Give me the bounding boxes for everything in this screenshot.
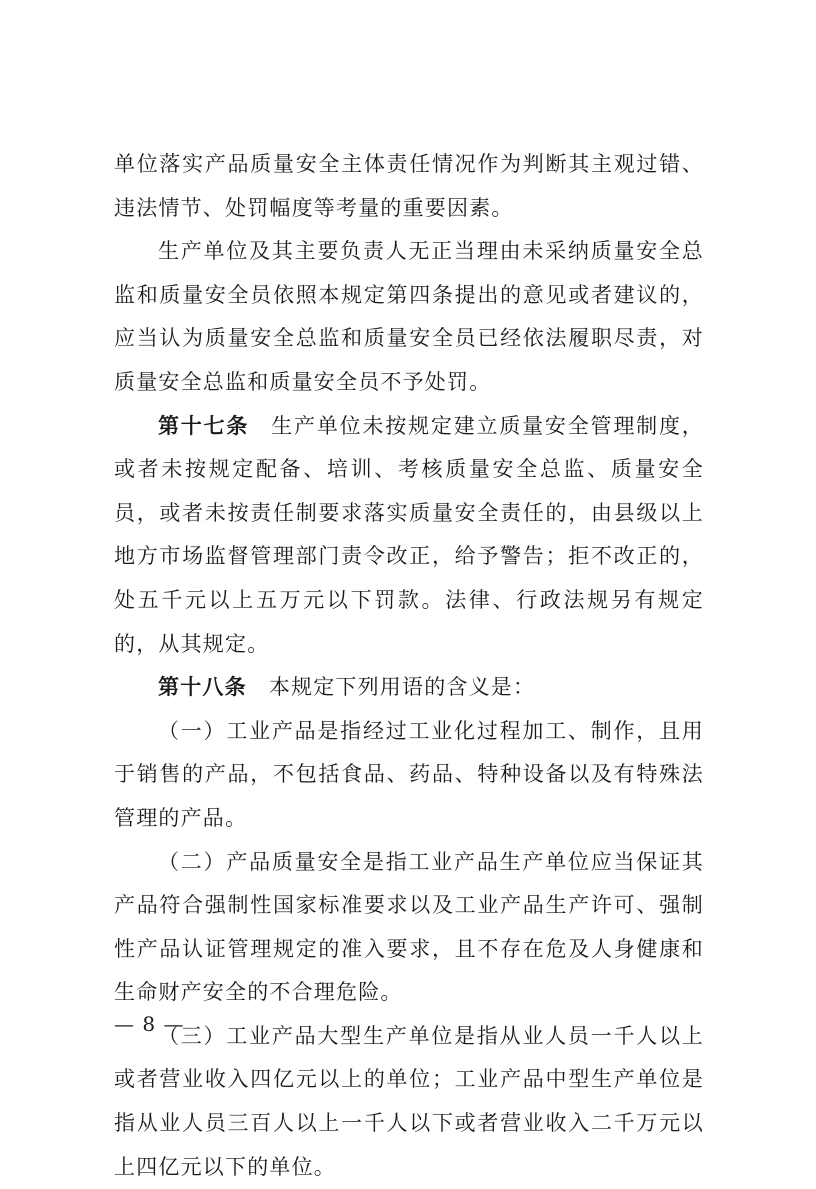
definition-item-1: [114, 710, 704, 841]
article-18: [114, 666, 704, 710]
paragraph: [114, 143, 704, 230]
article-heading: 第十八条: [158, 675, 247, 700]
paragraph-text: （三）工业产品大型生产单位是指从业人员一千人以上或者营业收入四亿元以上的单位；工业产品中型生产单位是指从业人员三百人以上一千人以下或者营业收入二千万元以上四亿元以下的单位。: [114, 1023, 704, 1179]
article-heading: 第十七条: [158, 413, 250, 438]
definition-item-2: [114, 841, 704, 1015]
paragraph-text: 单位落实产品质量安全主体责任情况作为判断其主观过错、违法情节、处罚幅度等考量的重要因素。: [114, 152, 704, 220]
definition-item-3: [114, 1015, 704, 1189]
article-17: [114, 405, 704, 667]
paragraph: [114, 230, 704, 404]
paragraph-text: 生产单位及其主要负责人无正当理由未采纳质量安全总监和质量安全员依照本规定第四条提出的意见或者建议的，应当认为质量安全总监和质量安全员已经依法履职尽责，对质量安全总监和质量安全员不予处罚。: [114, 239, 704, 394]
paragraph-text: （一）工业产品是指经过工业化过程加工、制作，且用于销售的产品，不包括食品、药品、特种设备以及有特殊法管理的产品。: [114, 718, 704, 830]
page-number: — 8 —: [114, 1012, 185, 1036]
paragraph-text: （二）产品质量安全是指工业产品生产单位应当保证其产品符合强制性国家标准要求以及工业产品生产许可、强制性产品认证管理规定的准入要求，且不存在危及人身健康和生命财产安全的不合理危险。: [114, 849, 704, 1005]
body-text: [114, 143, 704, 1189]
paragraph-text: 生产单位未按规定建立质量安全管理制度，或者未按规定配备、培训、考核质量安全总监、质量安全员，或者未按责任制要求落实质量安全责任的，由县级以上地方市场监督管理部门责令改正，给予警告；拒不改正的，处五千元以上五万元以下罚款。法律、行政法规另有规定的，从其规定。: [114, 413, 704, 656]
paragraph-text: 本规定下列用语的含义是：: [268, 675, 536, 700]
